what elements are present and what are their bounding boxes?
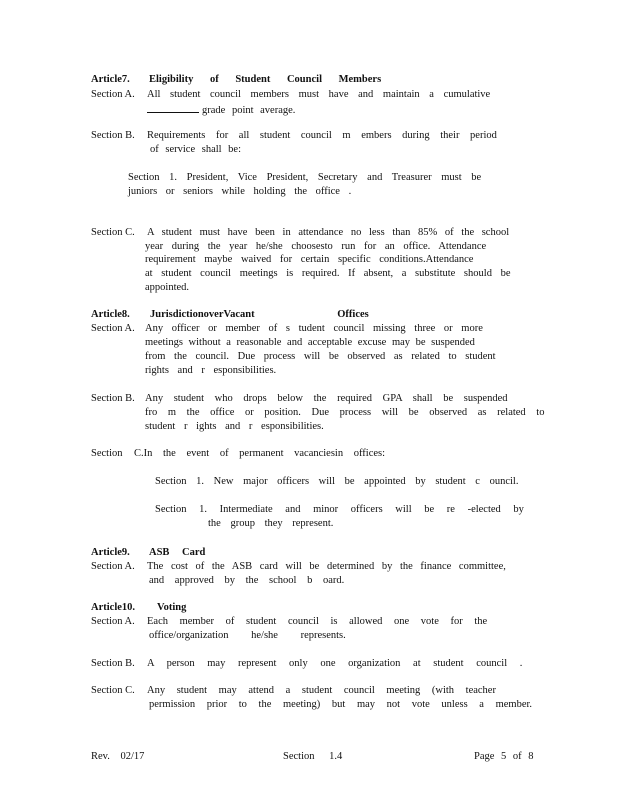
article-10-section-a-text: Each member of student council is allowed one vote for the <box>147 616 488 627</box>
article-7-section-b-label: Section B. <box>91 130 135 141</box>
footer-section: Section 1.4 <box>283 751 343 762</box>
article-10-section-a-label: Section A. <box>91 616 135 627</box>
article-7-section-c-label: Section C. <box>91 227 135 238</box>
article-10-section-b-text: A person may represent only one organization at student council . <box>147 658 523 669</box>
article-9-section-a-label: Section A. <box>91 561 135 572</box>
article-8-section-a-label: Section A. <box>91 323 135 334</box>
article-8-subsection-2-cont: the group they represent. <box>208 518 334 529</box>
article-7-subsection-1-cont: juniors or seniors while holding the office . <box>128 186 352 197</box>
article-7-section-c-line: at student council meetings is required. If absent, a substitute should be <box>145 268 511 279</box>
article-7-section-a-text: All student council members must have and maintain a cumulative <box>147 89 491 100</box>
article-7-section-b-text: Requirements for all student council m embers during their period <box>147 130 497 141</box>
article-9-section-a-text: The cost of the ASB card will be determined by the finance committee, <box>147 561 506 572</box>
article-8-section-a-line: Any officer or member of s tudent council missing three or more <box>145 323 483 334</box>
article-7-section-c-line: requirement maybe waived for certain specific conditions.Attendance <box>145 254 474 265</box>
article-7-section-c-line: A student must have been in attendance no less than 85% of the school <box>147 227 510 238</box>
article-8-title: JurisdictionoverVacant Offices <box>150 309 369 320</box>
article-9-section-a-text-2: and approved by the school b oard. <box>149 575 345 586</box>
article-8-section-b-line: fro m the office or position. Due process will be observed as related to <box>145 407 545 418</box>
article-8-section-c-text: C.In the event of permanent vacanciesin offices: <box>134 448 386 459</box>
article-8-section-a-line: from the council. Due process will be observed as related to student <box>145 351 496 362</box>
article-7-heading: Article7. <box>91 74 130 85</box>
footer-page-number: Page 5 of 8 <box>474 751 534 762</box>
article-7-section-b-text-2: of service shall be: <box>150 144 242 155</box>
gpa-blank <box>147 102 199 113</box>
article-8-subsection-1: Section 1. New major officers will be appointed by student c ouncil. <box>155 476 519 487</box>
article-10-section-a-text-2: office/organization he/she represents. <box>149 630 346 641</box>
footer-revision: Rev. 02/17 <box>91 751 145 762</box>
article-7-section-c-line: year during the year he/she choosesto run for an office. Attendance <box>145 241 487 252</box>
article-8-section-c-label: Section <box>91 448 123 459</box>
article-10-heading: Article10. <box>91 602 136 613</box>
article-7-title: Eligibility of Student Council Members <box>149 74 382 85</box>
article-8-heading: Article8. <box>91 309 130 320</box>
article-8-subsection-2: Section 1. Intermediate and minor officers will be re -elected by <box>155 504 524 515</box>
article-8-section-a-line: meetings without a reasonable and acceptable excuse may be suspended <box>145 337 475 348</box>
article-9-heading: Article9. <box>91 547 130 558</box>
article-9-title: ASB Card <box>149 547 206 558</box>
article-10-section-c-text: Any student may attend a student council meeting (with teacher <box>147 685 496 696</box>
article-7-subsection-1: Section 1. President, Vice President, Secretary and Treasurer must be <box>128 172 482 183</box>
article-7-section-c-line: appointed. <box>145 282 190 293</box>
article-8-section-b-line: student r ights and r esponsibilities. <box>145 421 324 432</box>
article-7-section-a-label: Section A. <box>91 89 135 100</box>
article-10-title: Voting <box>157 602 187 613</box>
article-8-section-b-label: Section B. <box>91 393 135 404</box>
article-10-section-c-text-2: permission prior to the meeting) but may not vote unless a member. <box>149 699 533 710</box>
article-10-section-c-label: Section C. <box>91 685 135 696</box>
article-10-section-b-label: Section B. <box>91 658 135 669</box>
article-8-section-b-line: Any student who drops below the required GPA shall be suspended <box>145 393 508 404</box>
article-7-section-a-text-2: grade point average. <box>147 102 295 117</box>
article-8-section-a-line: rights and r esponsibilities. <box>145 365 277 376</box>
